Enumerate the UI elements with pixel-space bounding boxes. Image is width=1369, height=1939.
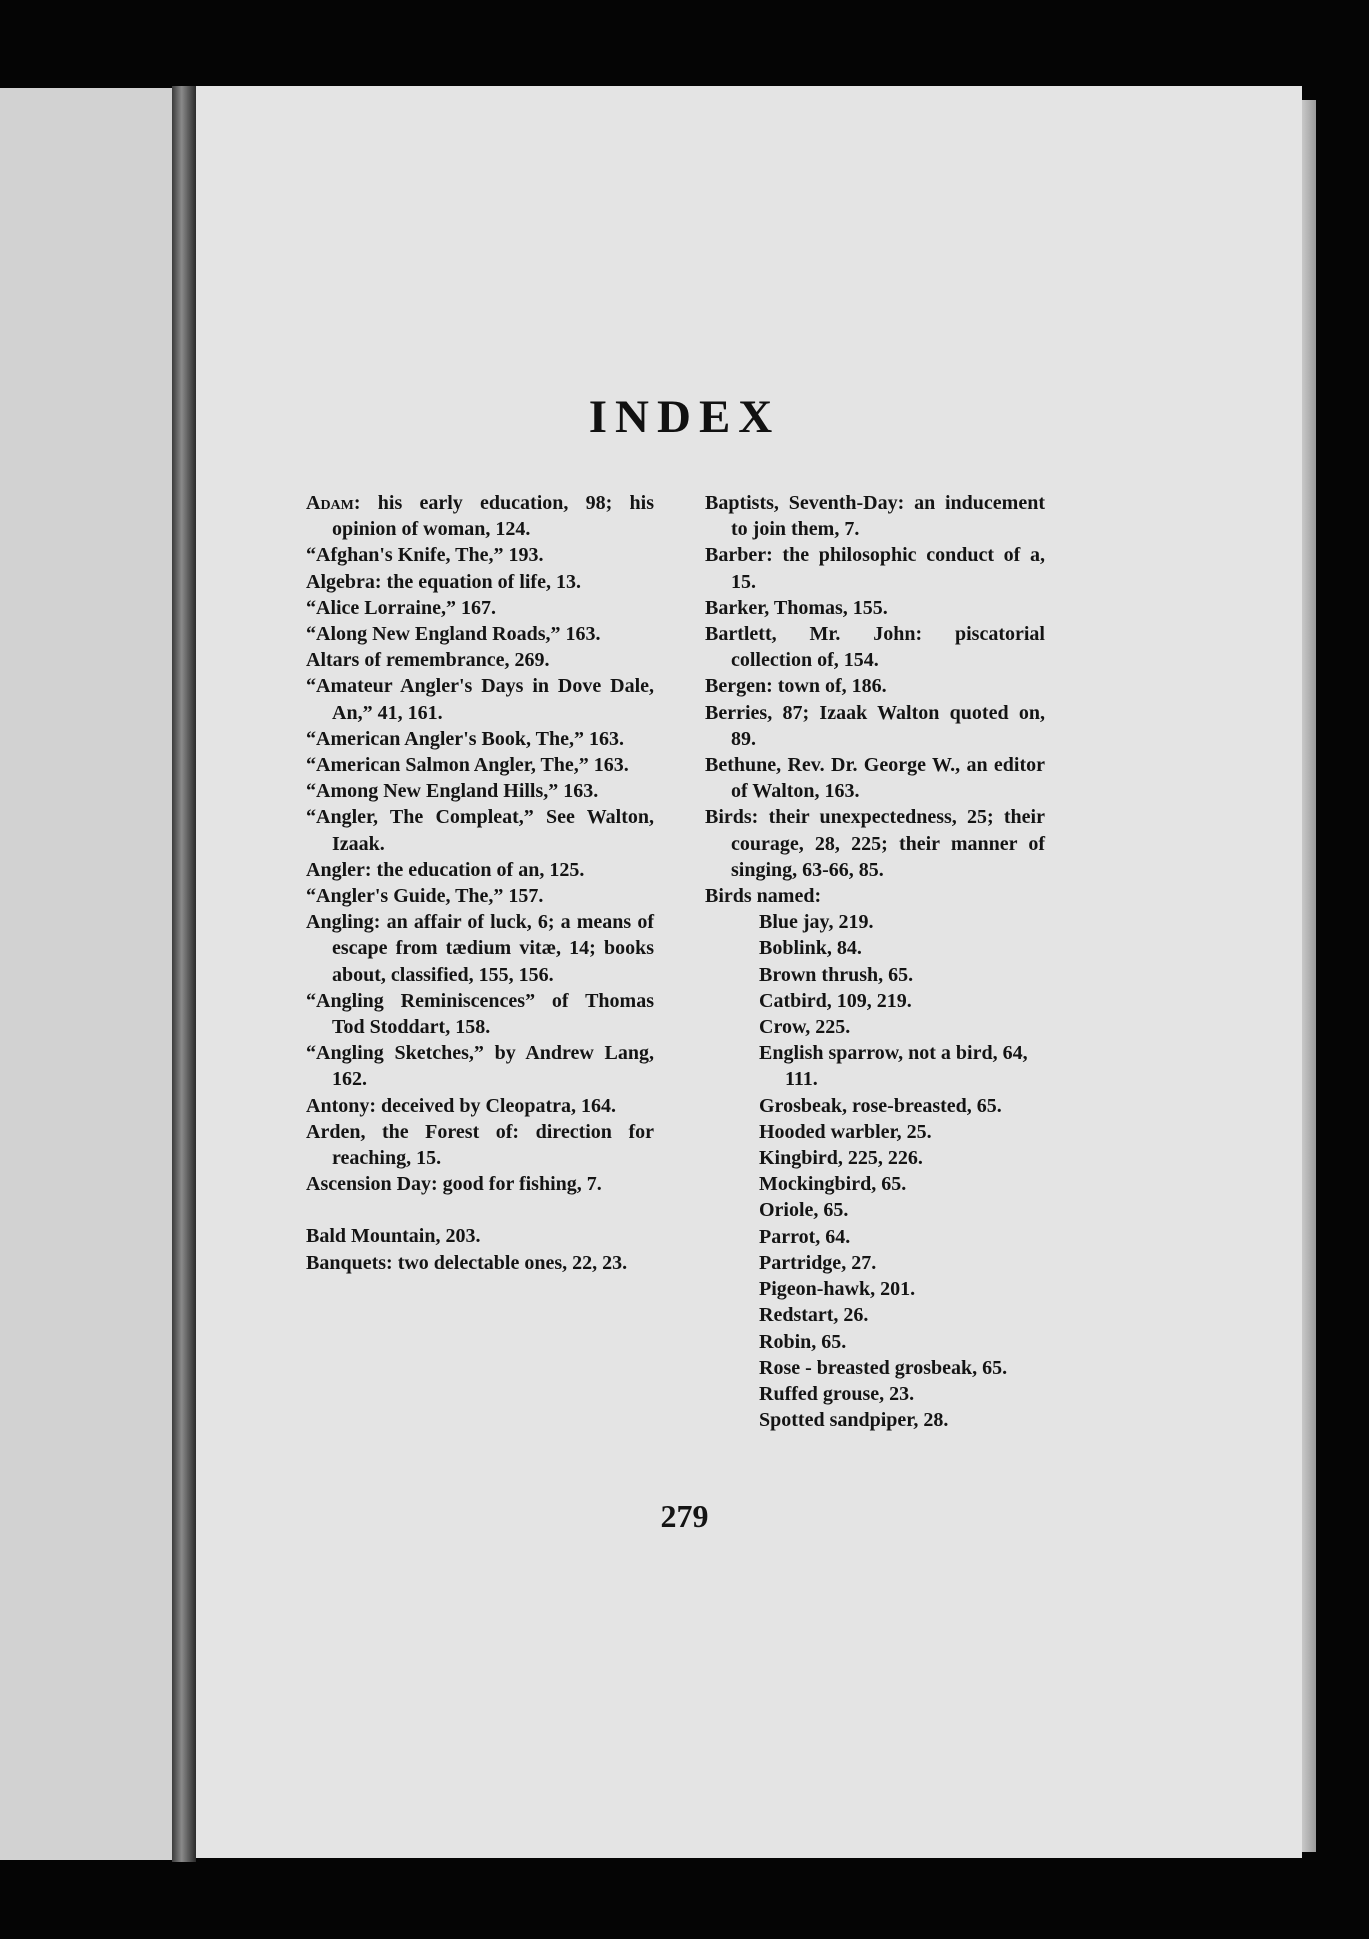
index-entry <box>306 988 654 1040</box>
index-entry-text: Mockingbird, 65. <box>759 1173 907 1196</box>
index-entry-text: Algebra: the equation of life, 13. <box>306 570 581 593</box>
index-entry-text: Ascension Day: good for fishing, 7. <box>306 1173 602 1196</box>
index-entry-text: Crow, 225. <box>759 1016 851 1039</box>
index-entry-text: “Among New England Hills,” 163. <box>306 780 599 803</box>
index-subentry <box>705 1040 1045 1092</box>
index-entry <box>306 595 654 621</box>
index-entry-text: “Angler's Guide, The,” 157. <box>306 885 544 908</box>
index-subentry <box>705 962 1045 988</box>
index-entry-text: Boblink, 84. <box>759 937 862 960</box>
index-entry <box>306 647 654 673</box>
index-entry-text: Ruffed grouse, 23. <box>759 1382 915 1405</box>
index-entry-text: Brown thrush, 65. <box>759 963 914 986</box>
index-subentry <box>705 1329 1045 1355</box>
index-subentry <box>705 1197 1045 1223</box>
index-entry-text: : his early education, 98; his opinion of woman, 124. <box>332 492 654 541</box>
index-entry-text: Barker, Thomas, 155. <box>705 596 888 619</box>
index-entry-text: “Angler, The Compleat,” See Walton, Izaak. <box>306 806 654 855</box>
index-entry-text: Blue jay, 219. <box>759 911 874 934</box>
index-entry <box>306 490 654 542</box>
index-subentry <box>705 1224 1045 1250</box>
index-entry-text: “Along New England Roads,” 163. <box>306 623 601 646</box>
index-entry <box>306 804 654 856</box>
index-entry-text: Oriole, 65. <box>759 1199 849 1222</box>
index-entry-text: Hooded warbler, 25. <box>759 1120 932 1143</box>
index-entry <box>306 1250 654 1276</box>
index-entry <box>306 1119 654 1171</box>
index-entry-text: Parrot, 64. <box>759 1225 851 1248</box>
index-entry <box>705 804 1045 883</box>
index-entry-lead: Adam <box>306 492 354 514</box>
index-subentry <box>705 1119 1045 1145</box>
index-entry <box>306 778 654 804</box>
index-column-left <box>306 490 654 1276</box>
index-entry-text: Angler: the education of an, 125. <box>306 858 585 881</box>
index-entry <box>705 621 1045 673</box>
index-entry <box>306 621 654 647</box>
index-entry <box>705 700 1045 752</box>
index-entry <box>306 726 654 752</box>
index-entry <box>306 1223 654 1249</box>
index-entry <box>306 909 654 988</box>
index-entry-text: Pigeon-hawk, 201. <box>759 1278 916 1301</box>
index-subentry <box>705 1093 1045 1119</box>
index-subentry <box>705 909 1045 935</box>
book-gutter <box>172 86 196 1862</box>
index-entry <box>306 1171 654 1197</box>
index-entry <box>705 490 1045 542</box>
index-entry-text: Bartlett, Mr. John: piscatorial collection of, 154. <box>705 623 1045 672</box>
index-entry-text: “Angling Sketches,” by Andrew Lang, 162. <box>306 1042 654 1091</box>
index-entry <box>705 595 1045 621</box>
index-subentry <box>705 1014 1045 1040</box>
page-edges <box>1302 100 1316 1852</box>
index-entry-text: “American Salmon Angler, The,” 163. <box>306 754 629 777</box>
index-entry-text: Angling: an affair of luck, 6; a means of escape from tædium vitæ, 14; books about, classified, 155, 156. <box>306 911 654 986</box>
index-subentry <box>705 1145 1045 1171</box>
index-entry <box>306 752 654 778</box>
index-entry-text: Birds named: <box>705 885 822 908</box>
index-subentry <box>705 1381 1045 1407</box>
index-entry-text: Kingbird, 225, 226. <box>759 1147 923 1170</box>
index-entry-text: Arden, the Forest of: direction for reaching, 15. <box>306 1120 654 1170</box>
index-subentry <box>705 1302 1045 1328</box>
index-entry <box>705 883 1045 909</box>
index-entry-text: “American Angler's Book, The,” 163. <box>306 727 624 750</box>
index-entry-text: Redstart, 26. <box>759 1304 869 1327</box>
page-number: 279 <box>660 1498 709 1534</box>
index-entry-text: “Afghan's Knife, The,” 193. <box>306 544 544 567</box>
index-subentry <box>705 988 1045 1014</box>
index-entry <box>705 542 1045 594</box>
index-column-right <box>705 490 1045 1433</box>
index-entry <box>705 673 1045 699</box>
facing-page <box>0 88 178 1860</box>
index-entry-text: Altars of remembrance, 269. <box>306 649 550 672</box>
index-entry-text: Grosbeak, rose-breasted, 65. <box>759 1094 1002 1117</box>
index-entry <box>306 883 654 909</box>
index-entry-text: Spotted sandpiper, 28. <box>759 1409 949 1432</box>
index-entry-text: Berries, 87; Izaak Walton quoted on, 89. <box>705 701 1045 750</box>
index-subentry <box>705 1171 1045 1197</box>
index-entry-text: Partridge, 27. <box>759 1251 877 1274</box>
index-subentry <box>705 1250 1045 1276</box>
index-subentry <box>705 1355 1045 1381</box>
index-entry-text: “Angling Reminiscences” of Thomas Tod Stoddart, 158. <box>306 989 654 1039</box>
index-entry-text: “Amateur Angler's Days in Dove Dale, An,” 41, 161. <box>306 675 654 724</box>
index-entry-text: Bald Mountain, 203. <box>306 1225 481 1248</box>
index-entry <box>306 569 654 595</box>
index-entry-text: Antony: deceived by Cleopatra, 164. <box>306 1094 616 1117</box>
index-section-gap <box>306 1197 654 1223</box>
index-subentry <box>705 935 1045 961</box>
index-entry-text: Bethune, Rev. Dr. George W., an editor of Walton, 163. <box>705 754 1045 803</box>
index-entry <box>306 542 654 568</box>
index-entry-text: Catbird, 109, 219. <box>759 989 912 1012</box>
index-entry <box>306 1093 654 1119</box>
index-entry <box>705 752 1045 804</box>
index-entry-text: Bergen: town of, 186. <box>705 675 887 698</box>
index-entry-text: Banquets: two delectable ones, 22, 23. <box>306 1251 628 1274</box>
index-entry-text: Baptists, Seventh-Day: an inducement to join them, 7. <box>705 492 1045 541</box>
index-subentry <box>705 1276 1045 1302</box>
index-title: INDEX <box>588 391 781 443</box>
index-entry-text: Birds: their unexpectedness, 25; their courage, 28, 225; their manner of singing, 63-66, 85. <box>705 806 1045 881</box>
index-entry <box>306 857 654 883</box>
index-entry-text: Rose - breasted grosbeak, 65. <box>759 1356 1008 1379</box>
index-entry-text: English sparrow, not a bird, 64, 111. <box>759 1042 1028 1091</box>
index-subentry <box>705 1407 1045 1433</box>
index-entry-text: “Alice Lorraine,” 167. <box>306 596 496 619</box>
index-entry-text: Barber: the philosophic conduct of a, 15. <box>705 544 1045 593</box>
index-entry <box>306 1040 654 1092</box>
index-entry <box>306 673 654 725</box>
index-entry-text: Robin, 65. <box>759 1330 847 1353</box>
